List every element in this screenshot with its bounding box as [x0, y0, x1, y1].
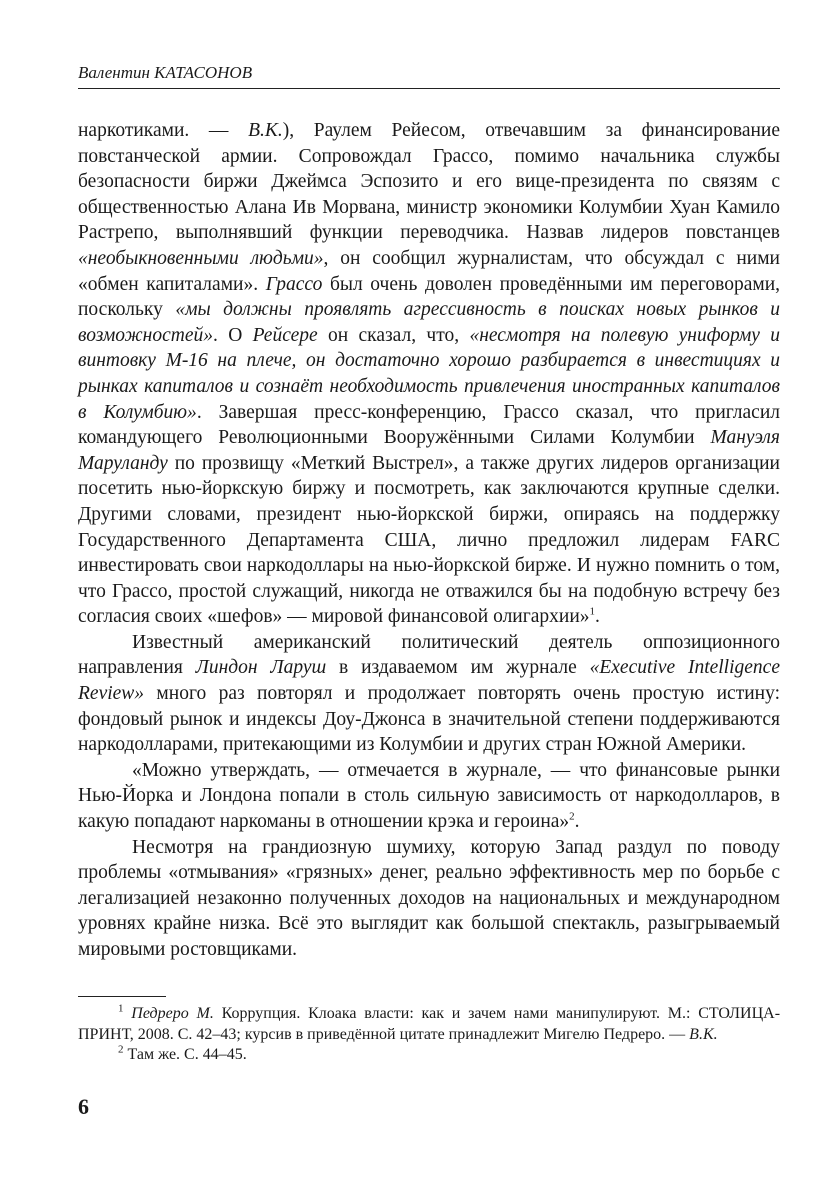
paragraph-2	[78, 630, 780, 758]
text-run: , он сообщил журналистам, что обсуждал с ними «обмен капиталами».	[78, 247, 780, 295]
text-run: наркотиками. —	[78, 120, 249, 141]
text-run: он сказал, что,	[317, 324, 470, 346]
footnotes	[78, 1004, 780, 1066]
footnote-2	[78, 1045, 780, 1066]
footnote-divider	[78, 996, 166, 997]
italic-run: «несмотря на полевую униформу и винтовку М-16 на плече, он достаточно хорошо разбирается в инвестициях и рынках капиталов и сознаёт необходимость привлечения иностранных капиталов в Колумбию»	[78, 324, 780, 423]
footnote-1	[78, 1004, 780, 1045]
text-run: .	[574, 811, 580, 833]
text-run: Известный американский политический деятель оппозиционного направления	[78, 631, 780, 679]
running-head	[78, 62, 780, 89]
text-run: . О	[213, 324, 253, 346]
text-run: «Можно утверждать, — отмечается в журнале, — что финансовые рынки Нью-Йорка и Лондона попали в столь сильную зависимость от наркодолларов, в какую попадают наркоманы в отношении крэка и героина»	[78, 759, 780, 833]
italic-run: Мануэля Маруланду	[78, 427, 780, 474]
italic-run: В.К.	[248, 120, 283, 141]
italic-run: Грассо	[265, 273, 323, 295]
text-run: много раз повторял и продолжает повторять очень простую истину: фондовый рынок и индексы Доу-Джонса в значительной степени поддерживаются наркодолларами, притекающими из Колумбии и других стран Южной Америки.	[78, 683, 780, 756]
italic-run: «необыкновенными людьми»	[78, 247, 324, 269]
text-run: был очень доволен проведёнными им переговорами, поскольку	[78, 273, 780, 321]
text-run: в издаваемом им журнале	[326, 657, 590, 679]
paragraph-1	[78, 118, 780, 630]
footnote-ref: 1	[118, 1002, 124, 1015]
text-run: Коррупция. Клоака власти: как и зачем нами манипулируют. М.: СТОЛИЦА-ПРИНТ, 2008. С. 42–43; курсив в приведённой цитате принадлежит Мигелю Педреро. —	[78, 1005, 781, 1043]
paragraph-4	[78, 835, 780, 963]
author-surname: КАТАСОНОВ	[154, 63, 253, 82]
text-run: Там же. С. 44–45.	[123, 1046, 247, 1063]
author-prefix: Валентин	[78, 63, 155, 82]
italic-run: В.К.	[689, 1025, 718, 1043]
italic-run: Линдон Ларуш	[195, 657, 327, 679]
footnote-ref: 1	[589, 605, 596, 618]
italic-run: «мы должны проявлять агрессивность в поисках новых рынков и возможностей»	[78, 299, 781, 346]
text-run: ), Раулем Рейесом, отвечавшим за финансирование повстанческой армии. Сопровождал Грассо, помимо начальника службы безопасности биржи Джеймса Эспозито и его вице-президента по связям с общественностью Алана Ив Морвана, министр экономики Колумбии Хуан Камило Растрепо, выполнявший функции переводчика. Назвав лидеров повстанцев	[78, 120, 781, 244]
italic-run: Рейсере	[252, 324, 318, 346]
body-text	[78, 118, 780, 963]
text-run: по прозвищу «Меткий Выстрел», а также других лидеров организации посетить нью-йоркскую биржу и посмотреть, как заключаются крупные сделки. Другими словами, президент нью-йоркской биржи, опираясь на поддержку Государственного Департамента США, лично предложил лидерам FARC инвестировать свои наркодоллары на нью-йоркской бирже. И нужно помнить о том, что Грассо, простой служащий, никогда не отважился бы на подобную встречу без согласия своих «шефов» — мировой финансовой олигархии»	[78, 452, 780, 628]
text-run: . Завершая пресс-конференцию, Грассо сказал, что пригласил командующего Революционными Вооружёнными Силами Колумбии	[78, 401, 780, 449]
italic-run: «Executive Intelligence Review»	[78, 657, 780, 705]
text-run: .	[595, 606, 600, 628]
footnote-ref: 2	[118, 1043, 124, 1056]
footnote-ref: 2	[569, 810, 575, 823]
paragraph-3	[78, 758, 780, 835]
page-number: 6	[78, 1094, 89, 1119]
italic-run: Педреро М.	[131, 1005, 214, 1022]
text-run: Несмотря на грандиозную шумиху, которую Запад раздул по поводу проблемы «отмывания» «грязных» денег, реально эффективность мер по борьбе с легализацией незаконно полученных доходов на национальных и международном уровнях крайне низка. Всё это выглядит как большой спектакль, разыгрываемый мировыми ростовщиками.	[78, 836, 780, 960]
